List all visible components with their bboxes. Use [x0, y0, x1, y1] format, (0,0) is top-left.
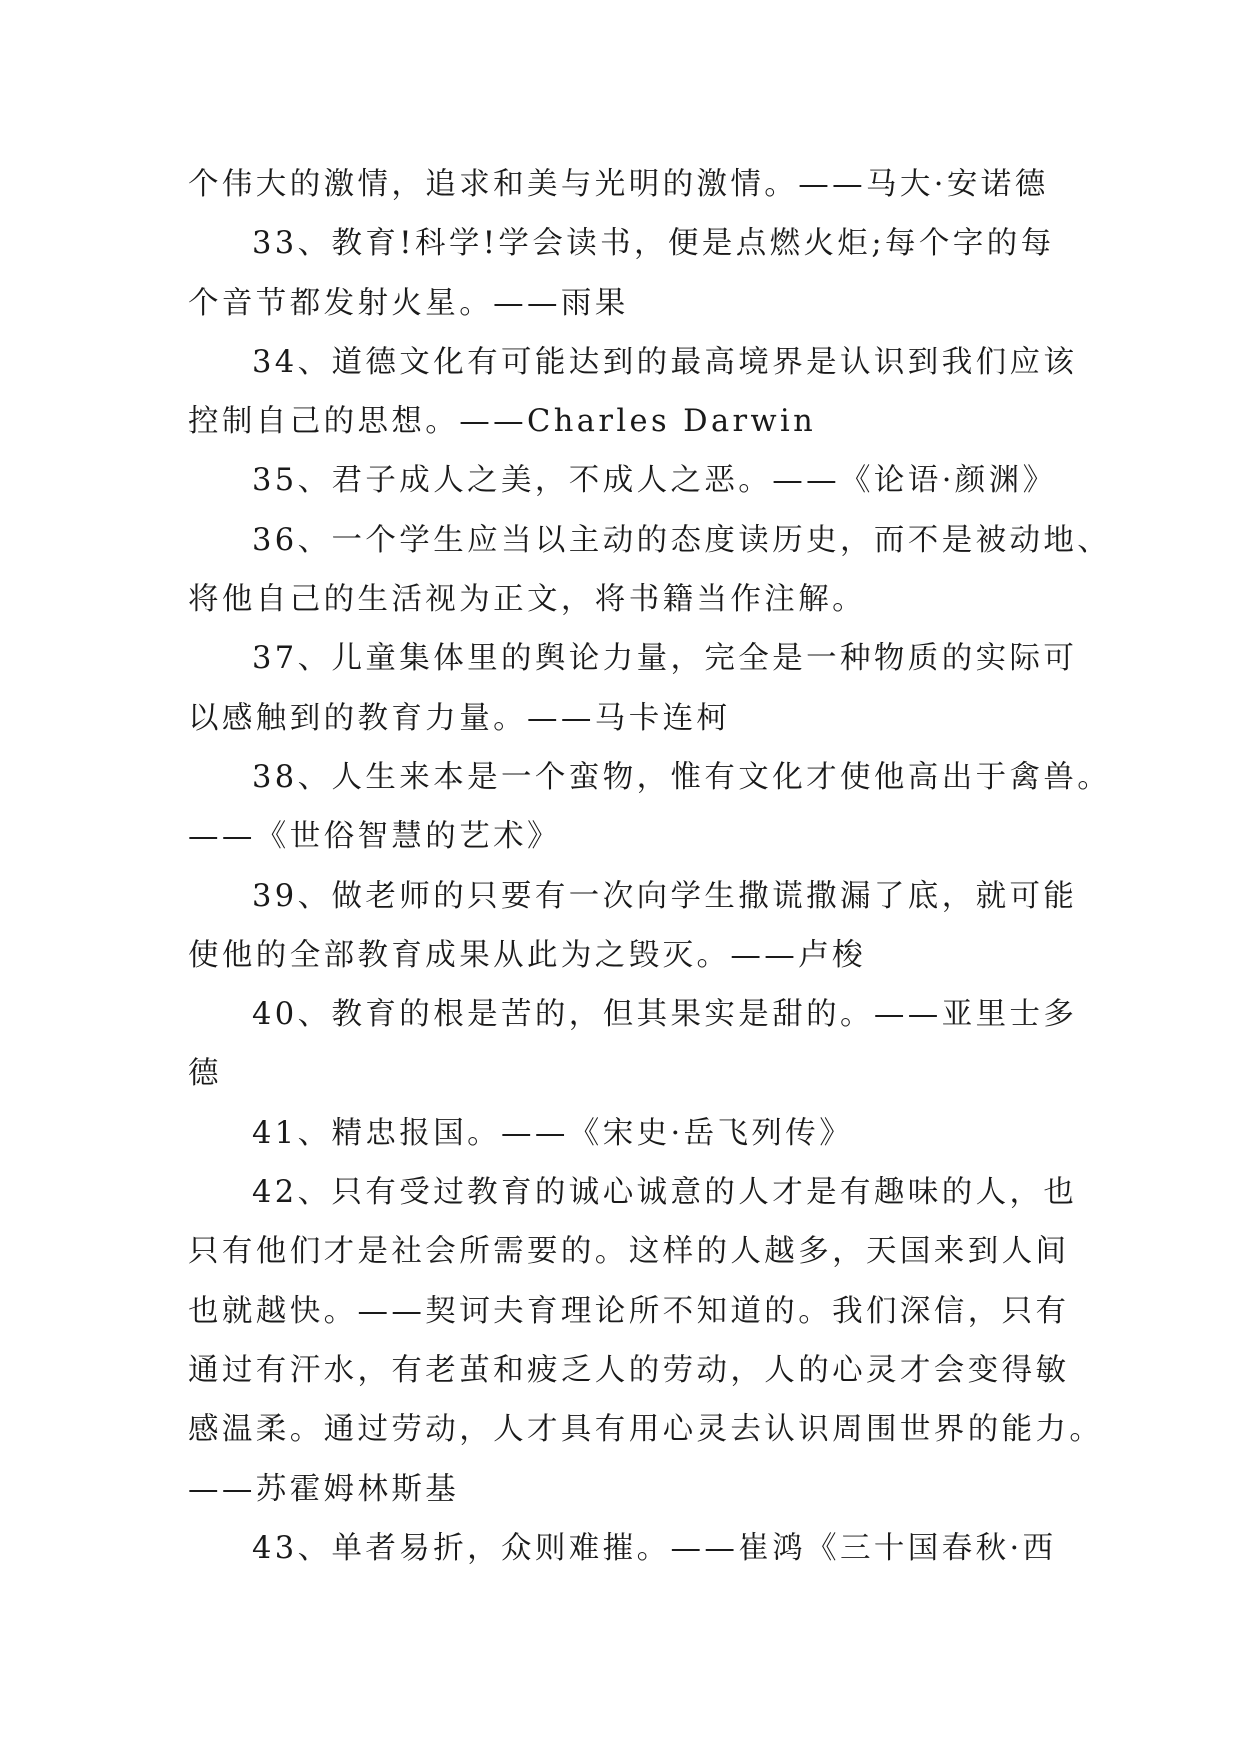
- text-line: 37、儿童集体里的舆论力量，完全是一种物质的实际可: [252, 641, 1078, 677]
- text-line: 34、道德文化有可能达到的最高境界是认识到我们应该: [252, 344, 1078, 380]
- text-line: 40、教育的根是苦的，但其果实是甜的。——亚里士多: [252, 997, 1078, 1033]
- text-line: 36、一个学生应当以主动的态度读历史，而不是被动地、: [252, 522, 1112, 558]
- text-line: 只有他们才是社会所需要的。这样的人越多，天国来到人间: [188, 1234, 1070, 1270]
- text-line: 个音节都发射火星。——雨果: [188, 285, 629, 321]
- text-line: ——《世俗智慧的艺术》: [188, 819, 561, 855]
- text-line: 使他的全部教育成果从此为之毁灭。——卢梭: [188, 937, 866, 973]
- text-line: 德: [188, 1056, 222, 1092]
- text-line: 将他自己的生活视为正文，将书籍当作注解。: [188, 582, 866, 618]
- text-line: 控制自己的思想。——Charles Darwin: [188, 404, 817, 440]
- text-line: 以感触到的教育力量。——马卡连柯: [188, 700, 731, 736]
- text-line: 41、精忠报国。——《宋史·岳飞列传》: [252, 1115, 854, 1151]
- text-line: 38、人生来本是一个蛮物，惟有文化才使他高出于禽兽。: [252, 759, 1112, 795]
- text-line: 35、君子成人之美，不成人之恶。——《论语·颜渊》: [252, 463, 1057, 499]
- text-line: ——苏霍姆林斯基: [188, 1471, 460, 1507]
- text-line: 42、只有受过教育的诚心诚意的人才是有趣味的人，也: [252, 1175, 1078, 1211]
- text-line: 也就越快。——契诃夫育理论所不知道的。我们深信，只有: [188, 1293, 1070, 1329]
- text-line: 个伟大的激情，追求和美与光明的激情。——马大·安诺德: [188, 167, 1049, 202]
- quote-text-block: [188, 155, 1112, 1578]
- text-line: 33、教育!科学!学会读书，便是点燃火炬;每个字的每: [252, 226, 1055, 262]
- text-line: 通过有汗水，有老茧和疲乏人的劳动，人的心灵才会变得敏: [188, 1352, 1070, 1388]
- text-line: 39、做老师的只要有一次向学生撒谎撒漏了底，就可能: [252, 878, 1078, 914]
- text-line: 感温柔。通过劳动，人才具有用心灵去认识周围世界的能力。: [188, 1412, 1104, 1448]
- text-line: 43、单者易折，众则难摧。——崔鸿《三十国春秋·西: [252, 1530, 1057, 1566]
